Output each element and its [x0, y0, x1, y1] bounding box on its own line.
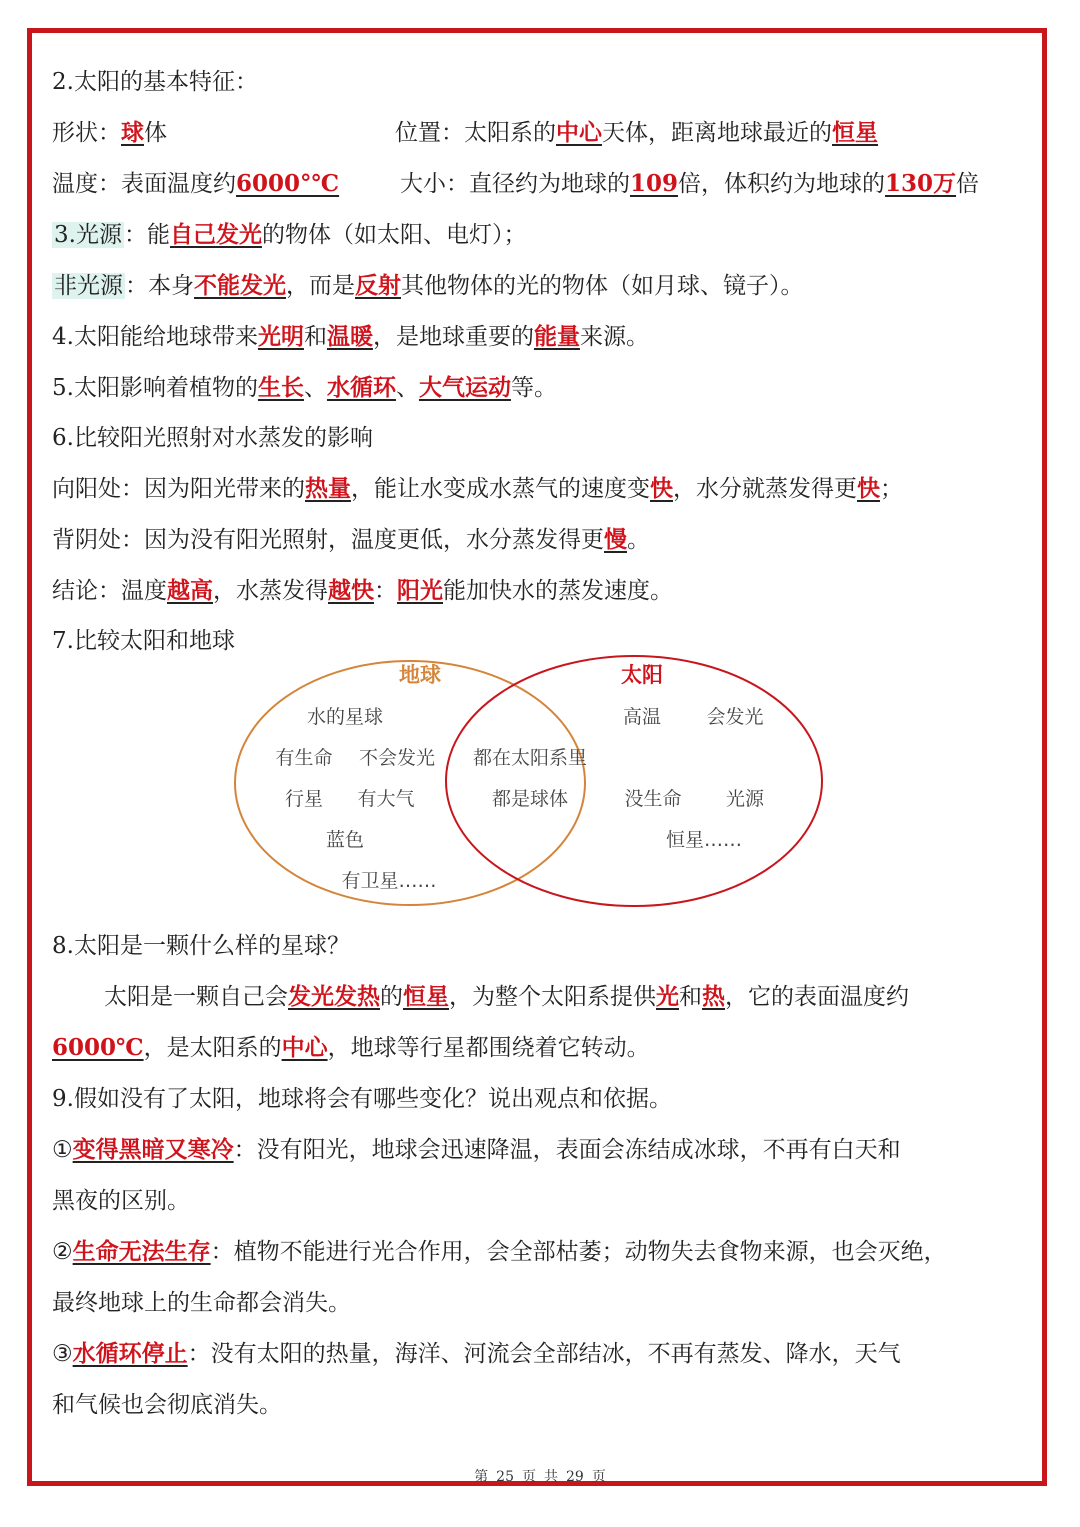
- section-9-heading: 9.假如没有了太阳，地球将会有哪些变化？说出观点和依据。: [52, 1086, 672, 1112]
- keyword: 中心: [281, 1034, 328, 1061]
- shape-line: 形状：球体: [52, 119, 167, 146]
- term-tag: 非光源: [54, 273, 123, 299]
- keyword: 生命无法生存: [72, 1238, 211, 1265]
- keyword: 快: [650, 475, 673, 502]
- section-8-text-cont: 6000℃，是太阳系的中心，地球等行星都围绕着它转动。: [52, 1034, 650, 1061]
- sun-item: 高温: [622, 706, 662, 728]
- keyword: 6000℃: [52, 1034, 144, 1061]
- earth-title: 地球: [399, 663, 441, 687]
- keyword: 水循环停止: [72, 1340, 188, 1367]
- keyword: 越快: [328, 577, 374, 604]
- shady-side-line: 背阴处：因为没有阳光照射，温度更低，水分蒸发得更慢。: [52, 526, 650, 553]
- keyword: 中心: [556, 119, 602, 146]
- keyword: 热量: [305, 475, 351, 502]
- sun-item: 恒星……: [665, 829, 743, 851]
- earth-item: 水的星球: [306, 706, 384, 728]
- page-footer: 第 25 页 共 29 页: [474, 1469, 606, 1485]
- shared-item: 都在太阳系里: [472, 747, 588, 769]
- point-3-cont: 和气候也会彻底消失。: [52, 1392, 282, 1418]
- keyword: 大气运动: [418, 374, 511, 401]
- keyword: 快: [857, 475, 880, 502]
- sun-circle: [446, 656, 822, 906]
- point-1-cont: 黑夜的区别。: [52, 1188, 190, 1214]
- conclusion-line: 结论：温度越高，水蒸发得越快：阳光能加快水的蒸发速度。: [52, 577, 673, 604]
- section-5-line: 5.太阳影响着植物的生长、水循环、大气运动等。: [52, 374, 557, 401]
- earth-item: 有卫星……: [341, 870, 437, 892]
- temperature-line: 温度：表面温度约6000°℃: [52, 170, 340, 197]
- section-8-text: 太阳是一颗自己会发光发热的恒星，为整个太阳系提供光和热，它的表面温度约: [104, 983, 909, 1010]
- keyword: 发光发热: [288, 983, 380, 1010]
- size-line: 大小：直径约为地球的109倍，体积约为地球的130万倍: [400, 170, 980, 197]
- keyword: 6000°℃: [236, 170, 340, 197]
- keyword: 自己发光: [169, 221, 262, 248]
- earth-item: 有生命: [275, 747, 333, 769]
- keyword: 恒星: [832, 119, 878, 146]
- light-source-line: 3.光源：能自己发光的物体（如太阳、电灯）；: [54, 221, 527, 248]
- keyword: 光明: [257, 323, 304, 350]
- sunny-side-line: 向阳处：因为阳光带来的热量，能让水变成水蒸气的速度变快，水分就蒸发得更快；: [52, 475, 903, 502]
- earth-item: 有大气: [357, 788, 415, 810]
- keyword: 恒星: [403, 983, 449, 1010]
- position-line: 位置：太阳系的中心天体，距离地球最近的恒星: [395, 119, 878, 146]
- non-light-source-line: 非光源：本身不能发光，而是反射其他物体的光的物体（如月球、镜子）。: [54, 272, 804, 299]
- sun-item: 光源: [725, 788, 765, 810]
- sun-item: 会发光: [706, 706, 764, 728]
- point-3: ③水循环停止：没有太阳的热量，海洋、河流会全部结冰，不再有蒸发、降水，天气: [52, 1340, 901, 1367]
- section-7-heading: 7.比较太阳和地球: [52, 628, 235, 654]
- keyword: 不能发光: [194, 272, 286, 299]
- page-number: 25: [496, 1469, 514, 1485]
- keyword: 109: [630, 170, 679, 197]
- keyword: 越高: [167, 577, 213, 604]
- keyword: 变得黑暗又寒冷: [72, 1136, 234, 1163]
- term-tag: 3.光源: [54, 222, 122, 248]
- section-8-heading: 8.太阳是一颗什么样的星球？: [52, 933, 350, 959]
- keyword: 温暖: [326, 323, 373, 350]
- keyword: 热: [702, 983, 725, 1010]
- keyword: 球: [121, 119, 144, 146]
- page-total: 29: [566, 1469, 584, 1485]
- point-1: ①变得黑暗又寒冷：没有阳光，地球会迅速降温，表面会冻结成冰球，不再有白天和: [52, 1136, 901, 1163]
- keyword: 水循环: [326, 374, 396, 401]
- earth-item: 蓝色: [325, 829, 365, 851]
- keyword: 130万: [885, 170, 957, 197]
- section-2-heading: 2.太阳的基本特征：: [52, 69, 258, 95]
- shared-item: 都是球体: [491, 788, 569, 810]
- earth-circle: [235, 661, 588, 905]
- sun-item: 没生命: [624, 788, 682, 810]
- section-6-heading: 6.比较阳光照射对水蒸发的影响: [52, 425, 373, 451]
- keyword: 慢: [604, 526, 627, 553]
- earth-item: 行星: [284, 788, 324, 810]
- point-2-cont: 最终地球上的生命都会消失。: [52, 1290, 351, 1316]
- sun-title: 太阳: [621, 663, 663, 687]
- keyword: 反射: [355, 272, 401, 299]
- keyword: 能量: [533, 323, 580, 350]
- section-4-line: 4.太阳能给地球带来光明和温暖，是地球重要的能量来源。: [52, 323, 649, 350]
- earth-item: 不会发光: [358, 747, 436, 769]
- point-2: ②生命无法生存：植物不能进行光合作用，会全部枯萎；动物失去食物来源，也会灭绝，: [52, 1238, 947, 1265]
- keyword: 阳光: [397, 577, 443, 604]
- keyword: 光: [656, 983, 679, 1010]
- keyword: 生长: [257, 374, 304, 401]
